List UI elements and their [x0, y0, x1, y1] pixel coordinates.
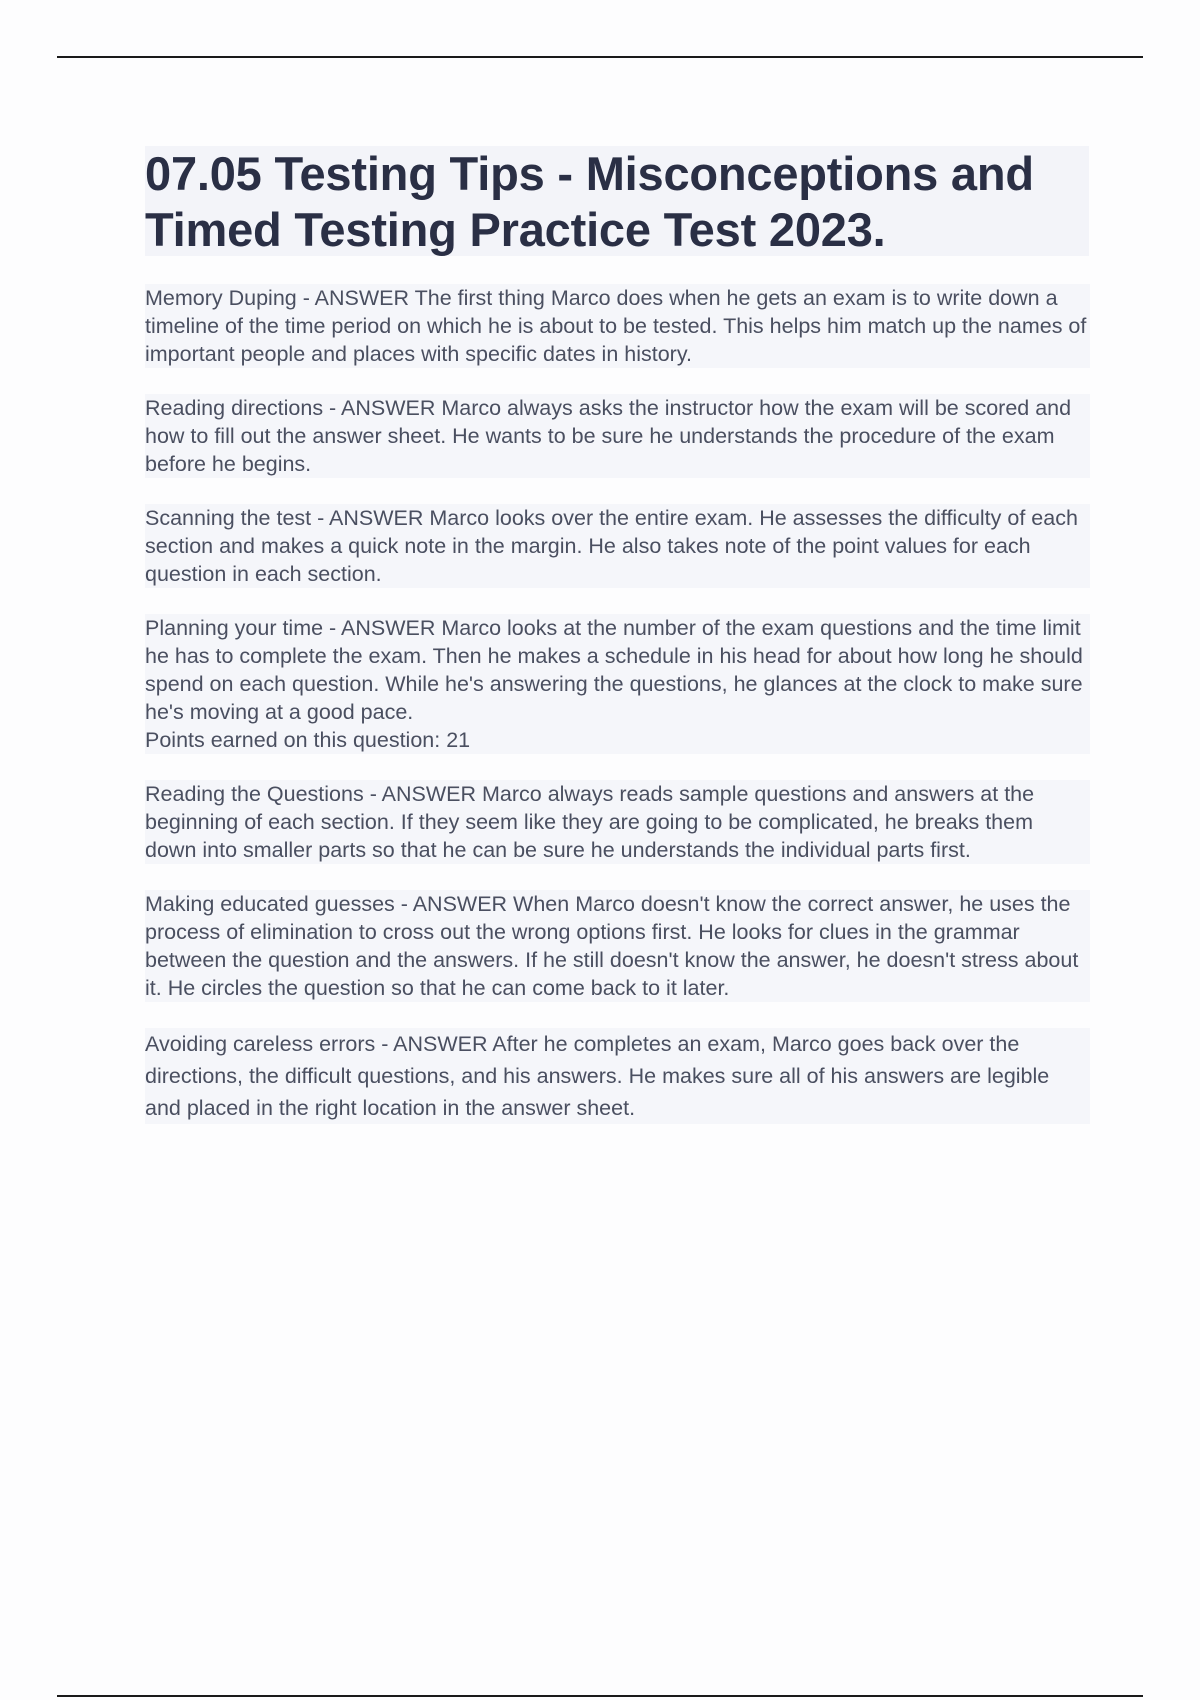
bottom-rule [57, 1695, 1143, 1697]
qa-text: Reading directions - ANSWER Marco always asks the instructor how the exam will be scored and how to fill out the answer sheet. He wants to be sure he understands the procedure of the exam before he begins. [145, 396, 1072, 476]
qa-item-scanning-the-test [145, 504, 1090, 588]
page-title: 07.05 Testing Tips - Misconceptions and Timed Testing Practice Test 2023. [145, 147, 1034, 256]
qa-item-making-educated-guesses [145, 890, 1090, 1002]
qa-item-reading-directions [145, 394, 1090, 478]
qa-text: Making educated guesses - ANSWER When Marco doesn't know the correct answer, he uses the process of elimination to cross out the wrong options first. He looks for clues in the grammar between the question and the answers. If he still doesn't know the answer, he doesn't stress about it. He circles the question so that he can come back to it later. [145, 892, 1079, 1000]
qa-text: Avoiding careless errors - ANSWER After he completes an exam, Marco goes back over the directions, the difficult questions, and his answers. He makes sure all of his answers are legible and placed in the right location in the answer sheet. [145, 1032, 1050, 1120]
qa-list [145, 284, 1090, 1150]
qa-item-reading-the-questions [145, 780, 1090, 864]
qa-text: Scanning the test - ANSWER Marco looks over the entire exam. He assesses the difficulty of each section and makes a quick note in the margin. He also takes note of the point values for each question in each section. [145, 506, 1078, 586]
points-earned-note: Points earned on this question: 21 [145, 728, 471, 752]
qa-item-memory-duping [145, 284, 1090, 368]
qa-item-planning-your-time [145, 614, 1090, 754]
qa-text: Memory Duping - ANSWER The first thing Marco does when he gets an exam is to write down a timeline of the time period on which he is about to be tested. This helps him match up the names of important people and places with specific dates in history. [145, 286, 1087, 366]
qa-item-avoiding-careless-errors [145, 1028, 1090, 1124]
title-block [145, 146, 1089, 256]
qa-text: Planning your time - ANSWER Marco looks at the number of the exam questions and the time limit he has to complete the exam. Then he makes a schedule in his head for about how long he should spend on each question. While he's answering the questions, he glances at the clock to make sure he's moving at a good pace. [145, 616, 1083, 724]
top-rule [57, 56, 1143, 58]
qa-text: Reading the Questions - ANSWER Marco always reads sample questions and answers at the beginning of each section. If they seem like they are going to be complicated, he breaks them down into smaller parts so that he can be sure he understands the individual parts first. [145, 782, 1035, 862]
